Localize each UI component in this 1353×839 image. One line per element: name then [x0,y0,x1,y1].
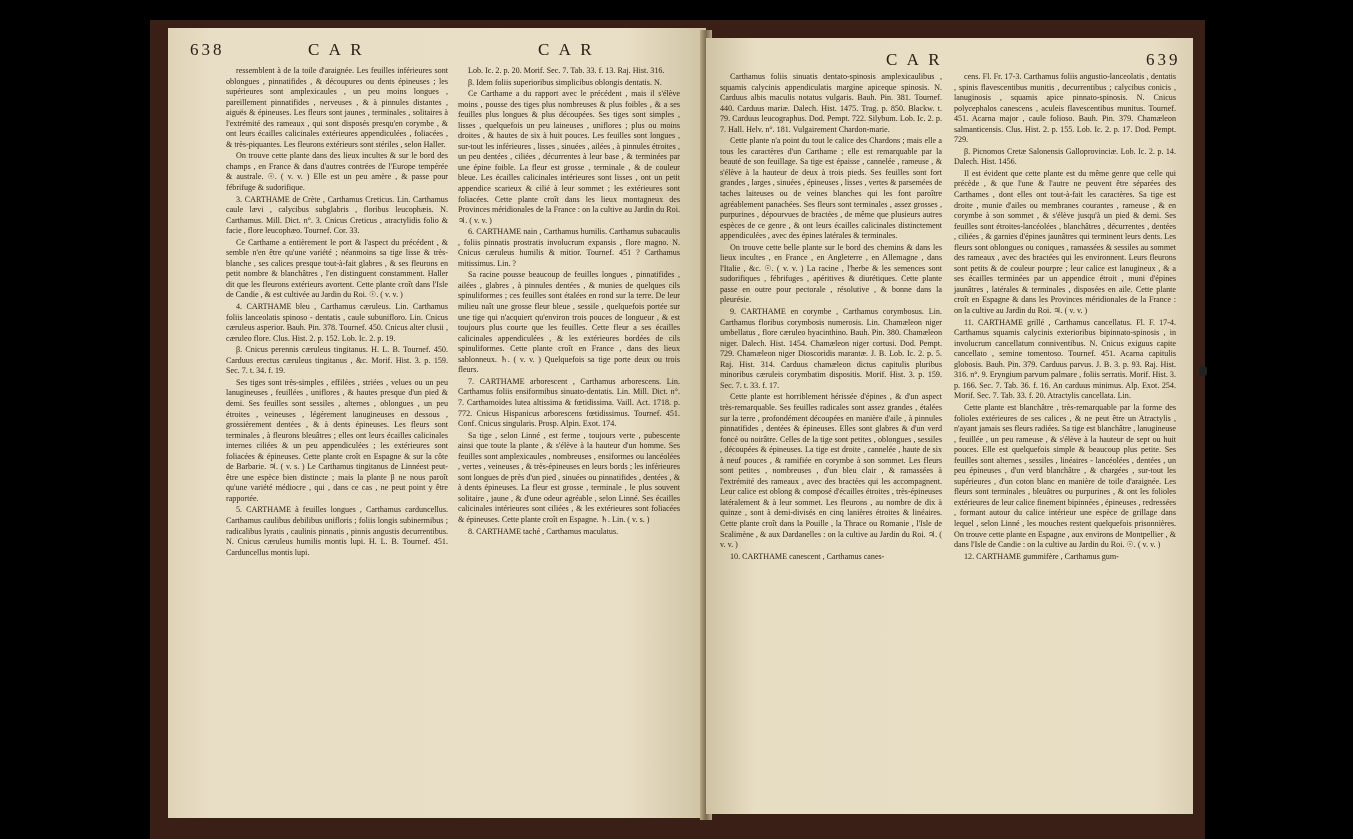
paragraph: 12. CARTHAME gummifère , Carthamus gum- [964,551,1119,561]
right-column-1 [720,72,942,563]
paragraph: Il est évident que cette plante est du même genre que celle qui précède , & que l'une & l'autre ne peuvent être séparées des Carthames , dont elles ont tout-à-fait les caractères. Sa tige est droite , munie d'ailes ou membranes courantes , rameuse , & en corymbe à son sommet , & s'élève jusqu'à un pied & demi. Ses feuilles sont étroites-lancéolées , blanchâtres , décurrentes , dentées , ciliées , & garnies d'épines jaunâtres qui terminent leurs dents. Les fleurs sont oblongues ou coniques , ramassées & sessiles au sommet des rameaux , avec des bractées qui les environnent. Leurs fleurons sont petits & de couleur pourpre ; leur calice est lanugineux , & a ses écailles terminées par un appendice étroit , muni d'épines jaunâtres , latérales & terminales , disposées en aile. Cette plante croît en Espagne & dans les Provinces méridionales de la France : on la cultive au Jardin du Roi. ♃. ( v. v. ) [954,168,1176,316]
paragraph: Ce Carthame a du rapport avec le précédent , mais il s'élève moins , pousse des tiges plus nombreuses & plus foibles , & a ses feuilles plus longues & plus découpées. Ses tiges sont simples , lisses , quelquefois un peu laineuses , uniflores ; plus ou moins droites , & hautes de six à huit pouces. Les feuilles sont longues , sur-tout les inférieures , lisses , sinuées , ailées , à pinnules étroites , un peu dentées , ciliées , décurrentes à leur base , & terminées par une épine foible. La fleur est grosse , terminale , & de couleur bleue. Les écailles calicinales intérieures sont lisses , ont un petit appendice scarieux & cilié à leur sommet ; les extérieures sont foliacées. Cette plante croît dans les lieux montagneux des Provinces méridionales de la France : on la cultive au Jardin du Roi. ♃. ( v. v. ) [458,89,680,225]
page-marker [1199,366,1207,376]
paragraph: 6. CARTHAME nain , Carthamus humilis. Carthamus subacaulis , foliis pinnatis prostratis involucrum expansis , flore magno. N. Cnicus cæruleus humilis & mitior. Tournef. 451 ? Carthamus mitissimus. Lin. ? [458,227,680,268]
paragraph: β. Cnicus perennis cæruleus tingitanus. H. L. B. Tournef. 450. Carduus erectus cæruleus tingitanus , &c. Morif. Hist. 3. p. 159. Sec. 7. t. 34. f. 19. [226,345,448,376]
paragraph: 10. CARTHAME canescent , Carthamus canes- [730,551,885,561]
running-head-left-col2: C A R [538,40,595,59]
paragraph: 5. CARTHAME à feuilles longues , Carthamus carduncellus. Carthamus caulibus debilibus unifloris ; foliis longis subinermibus ; radicalibus lyratis , caulinis pinnatis , pinnis angustis decurrentibus. N. Cnicus cæruleus humilis montis lupi. H. L. B. Tournef. 451. Carduncellus montis lupi. [226,505,448,557]
left-column-2 [458,66,680,538]
paragraph: Sa tige , selon Linné , est ferme , toujours verte , pubescente ainsi que toute la plante , & s'élève à la hauteur d'un homme. Ses feuilles sont amplexicaules , nombreuses , ensiformes ou lancéolées , vertes , veineuses , & très-épineuses en leurs bords ; les inférieures sont longues de près d'un pied , sinuées ou pinnatifides , dentées , & à dents épineuses. La fleur est grosse , terminale , le plus souvent solitaire , jaune , & d'une odeur agréable , selon Linné. Ses écailles calicinales intérieures sont ciliées , & les extérieures sont foliacées & épineuses. Cette plante croît en Espagne. ♄. Lin. ( v. s. ) [458,430,680,524]
paragraph: β. Idem foliis superioribus simplicibus oblongis dentatis. N. [468,77,662,87]
paragraph: cens. Fl. Fr. 17-3. Carthamus foliis angustio-lanceolatis , dentatis , spinis flavescentibus munitis , decurrentibus ; calycibus conicis , lanuginosis , squamis apice pinnato-spinosis. N. Cnicus polycephalos canescens , aculeis flavescentibus munitus. Tournef. 451. Acarna major , caule folioso. Bauh. Pin. 379. Chamæleon salmanticensis. Clus. Hist. 2. p. 155. Lob. Ic. 2. p. 17. Dod. Pempt. 729. [954,72,1176,145]
paragraph: Cette plante est horriblement hérissée d'épines , & d'un aspect très-remarquable. Ses feuilles radicales sont assez grandes , étalées sur la terre , profondément découpées en manière d'aile , à pinnules pinnatifides , dentées & épineuses. Elles sont glabres & d'un verd foncé ou noirâtre. Celles de la tige sont petites , oblongues , sessiles , découpées & épineuses. La tige est droite , cannelée , haute de six à neuf pouces , & ramifiée en corymbe à son sommet. Les fleurs sont petites , nombreuses , d'un bleu clair , & ramassées à l'extrémité des rameaux , avec des bractées qui les accompagnent. Leur calice est oblong & composé d'écailles étroites , très-épineuses latéralement & à leur sommet. Les fleurons , au nombre de dix à quinze , sont à demi-divisés en cinq lanières étroites & linéaires. Cette plante croît dans la Pouille , la Thrace ou Romanie , l'Isle de Scalimène , & aux Dardanelles : on la cultive au Jardin du Roi. ♃. ( v. v. ) [720,392,942,550]
page-number-left: 638 [190,40,225,59]
paragraph: ressemblent à de la toile d'araignée. Les feuilles inférieures sont oblongues , pinnatifides , & découpures ou dents épineuses ; les supérieures sont amplexicaules , un peu moins longues , pareillement pinnatifides , nerveuses , & à pinnules distantes , aiguës & épineuses. Les fleurs sont jaunes , terminales , solitaires à l'extrémité des rameaux , qui sont disposés presqu'en corymbe , & ont leurs écailles calicinales extérieures appendiculées , foliacées , & très-piquantes. Les fleurons extérieurs sont stériles , selon Haller. [226,66,448,149]
paragraph: Cette plante est blanchâtre , très-remarquable par la forme des folioles extérieures de ses calices , & ne peut être un Atractylis , n'ayant jamais ses fleurs radiées. Sa tige est blanchâtre , lanugineuse , feuillée , un peu rameuse , & s'élève à la hauteur de sept ou huit pouces. Elle est quelquefois simple & beaucoup plus petite. Ses feuilles sont alternes , sessiles , linéaires - lancéolées , dentées , un peu épineuses , d'un verd blanchâtre , & chargées , sur-tout les supérieures , d'un coton blanc en manière de toile d'araignée. Les fleurs sont terminales , bleuâtres ou purpurines , & ont les folioles extérieures de leur calice finement bipinnées , épineuses , redressées , formant autour du calice intérieur une espèce de grillage dans lequel , selon Linné , les mouches restent quelquefois prisonnières. On trouve cette plante en Espagne , aux environs de Montpellier , & dans l'Isle de Candie : on la cultive au Jardin du Roi. ☉. ( v. v. ) [954,402,1176,550]
right-column-2 [954,72,1176,563]
paragraph: On trouve cette plante dans des lieux incultes & sur le bord des champs , en France & dans d'autres contrées de l'Europe tempérée & australe. ☉. ( v. v. ) Elle est un peu amère , & passe pour fébrifuge & sudorifique. [226,151,448,193]
left-column-1 [226,66,448,559]
paragraph: Ses tiges sont très-simples , effilées , striées , velues ou un peu lanugineuses , feuillées , uniflores , & hautes presque d'un pied & demi. Ses feuilles sont sessiles , alternes , oblongues , un peu étroites , veineuses , légérement lanugineuses en dessous , grossièrement dentées , & à dents épineuses. Les fleurs sont terminales , à fleurons bleuâtres ; elles ont leurs écailles calicinales internes ciliées & un peu appendiculées ; les extérieures sont foliacées & épineuses. Cette plante croît en Espagne & sur la côte de Barbarie. ♃. ( v. s. ) Le Carthamus tingitanus de Linnéest peut-être une espèce bien distincte ; mais la plante β ne nous paroît qu'une variété médiocre , qui , dans ce cas , ne peut point y être rapportée. [226,377,448,503]
paragraph: 9. CARTHAME en corymbe , Carthamus corymbosus. Lin. Carthamus floribus corymbosis numerosis. Lin. Chamæleon niger umbellatus , flore cæruleo hyacinthino. Bauh. Pin. 380. Chamæleon niger. Dalech. Hist. 1454. Chamæleon niger cortusi. Dod. Pempt. 729. Chamæleon niger Dioscoridis marantæ. J. B. Lob. Ic. 2. p. 5. Raj. Hist. 314. Carduus chamæleon dictus capitulis pluribus minoribus cæruleis corymbatim dispositis. Morif. Hist. 3. p. 159. Sec. 7. t. 33. f. 17. [720,307,942,390]
paragraph: Lob. Ic. 2. p. 20. Morif. Sec. 7. Tab. 33. f. 13. Raj. Hist. 316. [468,66,665,75]
running-head-left-col1: C A R [308,40,365,59]
paragraph: 11. CARTHAME grillé , Carthamus cancellatus. Fl. F. 17-4. Carthamus squamis calycinis exterioribus bipinnato-spinosis , in involucrum cancellatum conniventibus. N. Cnicus exiguus capite cancellato , semine tomentoso. Tournef. 451. Acarna capitulis globosis. Bauh. Pin. 379. Carduus parvus. J. B. 3. p. 93. Raj. Hist. 316. n°. 9. Eryngium parvum palmare , foliis serratis. Morif. Hist. 3. p. 166. Sec. 7. Tab. 36. f. 16. An carduus minimus. Alp. Exot. 254. Morif. Sec. 7. Tab. 33. f. 20. Atractylis cancellata. Lin. [954,317,1176,401]
paragraph: 8. CARTHAME taché , Carthamus maculatus. [468,526,619,536]
page-number-right: 639 [1146,50,1181,69]
paragraph: On trouve cette belle plante sur le bord des chemins & dans les lieux incultes , en France , en Angleterre , en Allemagne , dans l'Italie , &c. ☉. ( v. v. ) La racine , l'herbe & les semences sont sudorifiques , fébrifuges , apéritives & diurétiques. Cette plante passe en outre pour pectorale , résolutive , & bonne dans la pleurésie. [720,242,942,305]
paragraph: Cette plante n'a point du tout le calice des Chardons ; mais elle a tous les caractères d'un Carthame ; elle est remarquable par la beauté de son feuillage. Sa tige est épaisse , cannelée , rameuse , & s'élève à la hauteur de deux à trois pieds. Ses feuilles sont fort grandes , larges , sinuées , épineuses , lisses , vertes & parsemées de taches laiteuses ou de veines blanches qui les font paroître agréablement panachées. Ses fleurs sont terminales , assez grosses , purpurines , dépourvues de bractées , de même que plusieurs autres espèces de ce genre , & ont leurs écailles calicinales distinctement appendiculées , avec des épines latérales & terminales. [720,136,942,241]
paragraph: β. Picnomos Cretæ Salonensis Galloprovinciæ. Lob. Ic. 2. p. 14. Dalech. Hist. 1456. [954,146,1176,167]
right-page [706,38,1193,814]
paragraph: Carthamus foliis sinuatis dentato-spinosis amplexicaulibus , squamis calycinis appendiculatis margine apiceque spinosis. N. Carduus albis maculis notatus vulgaris. Bauh. Pin. 381. Tournef. 440. Carduus mariæ. Dalech. Hist. 1475. Trag. p. 850. Blackw. t. 79. Carduus leucographus. Dod. Pempt. 722. Silybum. Lob. Ic. 2. p. 7. Hall. Helv. n°. 181. Vulgairement Chardon-marie. [720,72,942,134]
paragraph: 7. CARTHAME arborescent , Carthamus arborescens. Lin. Carthamus foliis ensiformibus sinuato-dentatis. Lin. Mill. Dict. n°. 7. Carthamoides lutea altissima & fœtidissima. Vaill. Act. 1718. p. 772. Cnicus Hispanicus arborescens fœtidissimus. Tournef. 451. Conf. Cnicus singularis. Prosp. Alpin. Exot. 174. [458,376,680,429]
running-head-right: C A R [886,50,943,69]
paragraph: 3. CARTHAME de Crète , Carthamus Creticus. Lin. Carthamus caule lævi , calycibus subglabris , floribus leucophæis. N. Carthamus. Mill. Dict. n°. 3. Cnicus Creticus , atractylidis folio & facie , flore leucophæo. Tournef. Cor. 33. [226,194,448,236]
paragraph: 4. CARTHAME bleu , Carthamus cæruleus. Lin. Carthamus foliis lanceolatis spinoso - dentatis , caule subunifloro. Lin. Cnicus cæruleus asperior. Bauh. Pin. 378. Tournef. 450. Cnicus alter clusii , cæruleo flore. Clus. Hist. 2. p. 152. Lob. Ic. 2. p. 19. [226,302,448,343]
paragraph: Sa racine pousse beaucoup de feuilles longues , pinnatifides , ailées , glabres , à pinnules dentées , & munies de quelques cils spinuliformes ; ces feuilles sont étalées en rond sur la terre. De leur milieu naît une grosse fleur bleue , sessile , quelquefois portée sur une tige qui n'acquiert qu'environ trois pouces de longueur , & est toujours plus courte que les feuilles. Cette fleur a ses écailles calicinales appendiculées , & les extérieures bordées de cils spinuliformes. Cette plante croît en France , dans des lieux sablonneux. ♄. ( v. v. ) Quelquefois sa tige porte deux ou trois fleurs. [458,270,680,375]
paragraph: Ce Carthame a entièrement le port & l'aspect du précédent , & semble n'en être qu'une variété ; néanmoins sa tige lisse & très-blanche , ses calices presque tout-à-fait glabres , & ses fleurons en petit nombre & blanchâtres , l'en distinguent constamment. Haller dit que les fleurons extérieurs avortent. Cette plante croît dans l'Isle de Candie , & est cultivée au Jardin du Roi. ☉. ( v. v. ) [226,237,448,300]
left-page [168,28,706,818]
